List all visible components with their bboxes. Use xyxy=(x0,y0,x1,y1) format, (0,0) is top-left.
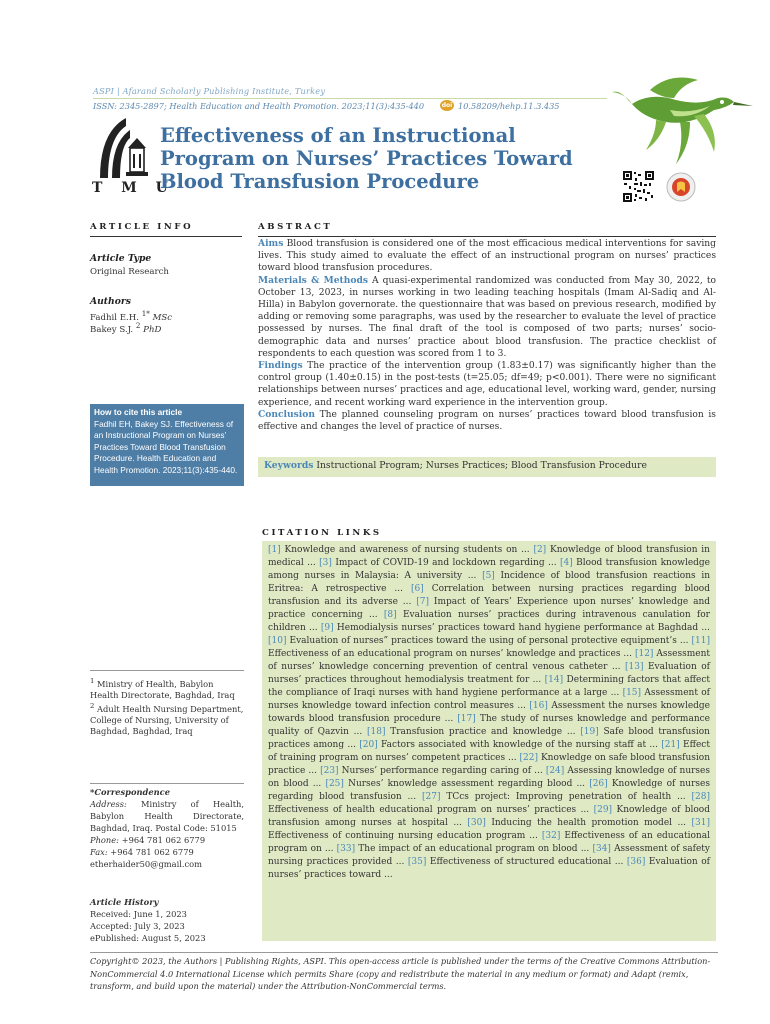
citation-ref-13[interactable]: [13] xyxy=(624,662,644,672)
open-access-badge-icon[interactable] xyxy=(666,172,696,202)
citation-ref-24[interactable]: [24] xyxy=(545,766,565,776)
conclusion-label: Conclusion xyxy=(258,408,315,420)
fax-label: Fax: xyxy=(90,847,108,857)
address-text: Ministry of Health, Babylon Health Directorate, Baghdad, Iraq. Postal Code: 51015 xyxy=(90,799,245,833)
author-2-sup: 2 xyxy=(135,321,141,330)
correspondence-label: *Correspondence xyxy=(90,787,170,797)
citation-text-35: Effectiveness of structured educational ... xyxy=(429,857,624,867)
citation-text-28: Effectiveness of health educational program on nurses’ practices ... xyxy=(268,805,590,815)
citation-text-11: Effectiveness of an educational program on nurses’ knowledge and practices ... xyxy=(268,649,633,659)
history-published: ePublished: August 5, 2023 xyxy=(90,933,206,943)
address-label: Address: xyxy=(90,799,127,809)
conclusion-text: The planned counseling program on nurses’ practices toward blood transfusion is effective and changes the level of practice of nurses. xyxy=(258,409,716,433)
keywords-box xyxy=(258,457,716,477)
article-title: Effectiveness of an Instructional Program on Nurses’ Practices Toward Blood Transfusion Procedure xyxy=(160,124,573,193)
correspondence-divider xyxy=(90,783,244,784)
abstract-divider xyxy=(258,236,716,237)
citation-ref-5[interactable]: [5] xyxy=(482,571,495,581)
citation-ref-20[interactable]: [20] xyxy=(359,740,378,750)
citation-text-27: TCcs project: Improving penetration of health ... xyxy=(446,792,686,802)
abstract-body xyxy=(258,238,716,433)
citation-text-36: Evaluation of nurses’ practices toward ... xyxy=(268,857,710,880)
citation-ref-9[interactable]: [9] xyxy=(320,623,334,633)
citation-text-17: The study of nurses knowledge and performance quality of Qazvin ... xyxy=(268,714,710,737)
citation-text-9: Hemodialysis nurses’ practices toward hand hygiene performance at Baghdad ... xyxy=(336,623,710,633)
how-to-cite-text: Fadhil EH, Bakey SJ. Effectiveness of an Instructional Program on Nurses’ Practices Toward Blood Transfusion Procedure. Health Education and Health Promotion. 2023;11(3):435-440. xyxy=(94,418,238,475)
citation-text-21: Effect of training program on nurses’ competent practices ... xyxy=(268,740,710,763)
citation-ref-34[interactable]: [34] xyxy=(592,844,611,854)
citation-text-29: Knowledge of blood transfusion among nurses at hospital ... xyxy=(268,805,710,828)
affiliations-divider xyxy=(90,670,244,671)
fax-text: +964 781 062 6779 xyxy=(110,847,194,857)
authors-label: Authors xyxy=(90,296,131,307)
doi-text: 10.58209/hehp.11.3.435 xyxy=(458,100,560,111)
affiliation-2-text: Adult Health Nursing Department, College of Nursing, University of Baghdad, Baghdad, Iraq xyxy=(90,703,244,736)
citation-ref-12[interactable]: [12] xyxy=(634,649,654,659)
citation-text-12: Assessment of nurses’ knowledge concerning prevention of central venous catheter ... xyxy=(268,649,710,672)
footer-divider xyxy=(90,952,718,953)
citation-ref-26[interactable]: [26] xyxy=(589,779,608,789)
citation-ref-22[interactable]: [22] xyxy=(519,753,539,763)
doi-link[interactable] xyxy=(440,100,560,111)
citation-text-26: Knowledge of nurses regarding blood transfusion ... xyxy=(268,779,710,802)
citation-ref-29[interactable]: [29] xyxy=(593,805,613,815)
header-divider xyxy=(93,98,607,99)
affiliation-1 xyxy=(90,676,244,701)
author-2-name: Bakey S.J. xyxy=(90,324,134,335)
author-1-degree: MSc xyxy=(152,312,173,323)
aims-text: Blood transfusion is considered one of the most efficacious medical interventions for saving lives. This study aimed to evaluate the effect of an instructional program on nurses’ practices toward blood transfusion procedures. xyxy=(258,239,716,274)
citation-text-23: Nurses’ performance regarding caring of ... xyxy=(341,766,543,776)
publisher-line: ASPI | Afarand Scholarly Publishing Institute, Turkey xyxy=(93,86,326,96)
citation-text-32: Effectiveness of an educational program on ... xyxy=(268,831,710,854)
citation-text-30: Inducing the health promotion model ... xyxy=(491,818,687,828)
citation-ref-25[interactable]: [25] xyxy=(325,779,344,789)
citation-ref-30[interactable]: [30] xyxy=(467,818,486,828)
affiliation-2 xyxy=(90,701,244,737)
author-1-mark: * xyxy=(146,309,150,318)
citation-text-24: Assessing knowledge of nurses on blood ... xyxy=(268,766,710,789)
article-history xyxy=(90,896,244,944)
citation-text-3: Impact of COVID-19 and lockdown regarding ... xyxy=(335,558,557,568)
citation-text-33: The impact of an educational program on blood ... xyxy=(358,844,590,854)
citation-text-4: Blood transfusion knowledge among nurses in Malaysia: A university ... xyxy=(268,558,710,581)
methods-label: Materials & Methods xyxy=(258,274,368,286)
citation-ref-10[interactable]: [10] xyxy=(268,636,287,646)
citation-text-16: Assessment the nurses knowledge towards blood transfusion procedure ... xyxy=(268,701,710,724)
citation-ref-21[interactable]: [21] xyxy=(661,740,680,750)
citation-text-1: Knowledge and awareness of nursing students on ... xyxy=(284,545,530,555)
citation-ref-4[interactable]: [4] xyxy=(560,558,573,568)
issn-line: ISSN: 2345-2897; Health Education and Health Promotion. 2023;11(3):435-440 xyxy=(93,101,425,111)
citation-ref-19[interactable]: [19] xyxy=(580,727,599,737)
doi-icon: doi xyxy=(441,102,453,109)
citation-text-31: Effectiveness of continuing nursing education program ... xyxy=(268,831,538,841)
citation-text-18: Transfusion practice and knowledge ... xyxy=(390,727,576,737)
citation-ref-3[interactable]: [3] xyxy=(319,558,332,568)
affiliation-2-sup: 2 xyxy=(90,701,95,710)
citation-ref-31[interactable]: [31] xyxy=(691,818,710,828)
article-type-label: Article Type xyxy=(90,253,152,264)
citation-ref-16[interactable]: [16] xyxy=(529,701,548,711)
how-to-cite-title: How to cite this article xyxy=(94,407,183,417)
author-2-degree: PhD xyxy=(143,324,162,335)
history-accepted: Accepted: July 3, 2023 xyxy=(90,921,185,931)
citation-ref-7[interactable]: [7] xyxy=(416,597,430,607)
citation-links-heading: CITATION LINKS xyxy=(262,528,382,538)
history-received: Received: June 1, 2023 xyxy=(90,909,187,919)
phone-text: +964 781 062 6779 xyxy=(121,835,206,845)
keywords-label: Keywords xyxy=(264,460,314,471)
hummingbird-icon xyxy=(610,70,755,175)
article-info-divider xyxy=(90,236,242,237)
article-type-value: Original Research xyxy=(90,267,169,277)
citation-text-22: Knowledge on safe blood transfusion practice ... xyxy=(268,753,710,776)
citation-text-5: Incidence of blood transfusion reactions in Eritrea: A retrospective ... xyxy=(268,571,710,594)
citation-ref-27[interactable]: [27] xyxy=(422,792,441,802)
phone-label: Phone: xyxy=(90,835,119,845)
methods-text: A quasi-experimental randomized was conducted from May 30, 2022, to October 13, 2023, in nurses working in two leading teaching hospitals (Imam Al-Sadiq and Al-Hilla) in Babylon governorate. the questionnaire that was based on previous research, modified by adding or removing some paragraphs, was used by the researcher to evaluate the level of practice possessed by nurses. The final draft of the tool is composed of two parts; nurses’ socio-demographic data and nurses’ practice about blood transfusion. The practice checklist of respondents to each question was scored from 1 to 3. xyxy=(258,275,716,359)
author-1-sup: 1 xyxy=(141,309,147,318)
citation-text-19: Safe blood transfusion practices among ... xyxy=(268,727,710,750)
affiliation-1-text: Ministry of Health, Babylon Health Directorate, Baghdad, Iraq xyxy=(90,678,235,700)
correspondence-email[interactable]: etherhaider50@gmail.com xyxy=(90,859,203,869)
citation-ref-6[interactable]: [6] xyxy=(410,584,424,594)
findings-text: The practice of the intervention group (1.83±0.17) was significantly higher than the control group (1.40±0.15) in the post-tests (t=25.05; df=49; p<0.001). There were no significant relationships between nurses’ practices and age, educational level, working ward, gender, nursing experience, and recent working ward experience in the intervention group. xyxy=(258,361,716,408)
affiliation-1-sup: 1 xyxy=(90,677,95,685)
citation-text-25: Nurses’ knowledge assessment regarding blood ... xyxy=(348,779,586,789)
citation-ref-1[interactable]: [1] xyxy=(268,545,281,555)
citation-text-14: Determining factors that affect the compliance of Iraqi nurses with hand hygiene performance at a large ... xyxy=(268,675,710,698)
copyright-notice: Copyright© 2023, the Authors | Publishing Rights, ASPI. This open-access article is published under the terms of the Creative Commons Attribution-NonCommercial 4.0 International License which permits Share (copy and redistribute the material in any medium or format) and Adapt (remix, transform, and build upon the material) under the Attribution-NonCommercial terms. xyxy=(90,956,711,991)
citation-ref-17[interactable]: [17] xyxy=(457,714,476,724)
correspondence xyxy=(90,786,244,870)
citation-ref-18[interactable]: [18] xyxy=(367,727,386,737)
citation-text-2: Knowledge of blood transfusion in medical ... xyxy=(268,545,710,568)
citation-links-box xyxy=(262,541,716,941)
citation-text-20: Factors associated with knowledge of the nursing staff at ... xyxy=(381,740,658,750)
citation-text-6: Correlation between nursing practices regarding blood transfusion and its adverse ... xyxy=(268,584,710,607)
correspondence-phone xyxy=(90,834,244,846)
correspondence-address xyxy=(90,798,244,834)
qr-code-icon[interactable] xyxy=(622,170,655,203)
logo-text: T M U xyxy=(92,180,175,196)
citation-text-15: Assessment of nurses knowledge toward infection control measures ... xyxy=(268,688,710,711)
how-to-cite-box xyxy=(90,404,244,486)
citation-ref-8[interactable]: [8] xyxy=(383,610,397,620)
article-info-heading: ARTICLE INFO xyxy=(90,222,194,232)
citation-ref-28[interactable]: [28] xyxy=(691,792,710,802)
abstract-heading: ABSTRACT xyxy=(258,222,333,232)
citation-ref-36[interactable]: [36] xyxy=(626,857,646,867)
citation-ref-15[interactable]: [15] xyxy=(622,688,642,698)
author-1-name: Fadhil E.H. xyxy=(90,312,139,323)
correspondence-fax xyxy=(90,846,244,858)
citation-ref-23[interactable]: [23] xyxy=(320,766,339,776)
citation-ref-33[interactable]: [33] xyxy=(336,844,356,854)
history-label: Article History xyxy=(90,897,159,907)
author-2 xyxy=(90,320,161,336)
citation-ref-32[interactable]: [32] xyxy=(541,831,561,841)
findings-label: Findings xyxy=(258,360,303,372)
citation-text-10: Evaluation of nurses” practices toward the using of personal protective equipment’s ... xyxy=(289,636,689,646)
citation-text-8: Evaluation nurses’ practices during intravenous canulation for children ... xyxy=(268,610,710,633)
citation-text-7: Impact of Years’ Experience upon nurses’ knowledge and practice concerning ... xyxy=(268,597,711,620)
citation-text-13: Evaluation of nurses’ practices throughout hemodialysis treatment for ... xyxy=(268,662,710,685)
aims-label: Aims xyxy=(258,238,284,249)
affiliations xyxy=(90,676,244,737)
citation-ref-11[interactable]: [11] xyxy=(691,636,710,646)
citation-ref-35[interactable]: [35] xyxy=(407,857,427,867)
citation-ref-14[interactable]: [14] xyxy=(544,675,564,685)
citation-text-34: Assessment of safety nursing practices provided ... xyxy=(268,844,710,867)
keywords-text: Instructional Program; Nurses Practices; Blood Transfusion Procedure xyxy=(316,460,647,471)
citation-ref-2[interactable]: [2] xyxy=(533,545,547,555)
